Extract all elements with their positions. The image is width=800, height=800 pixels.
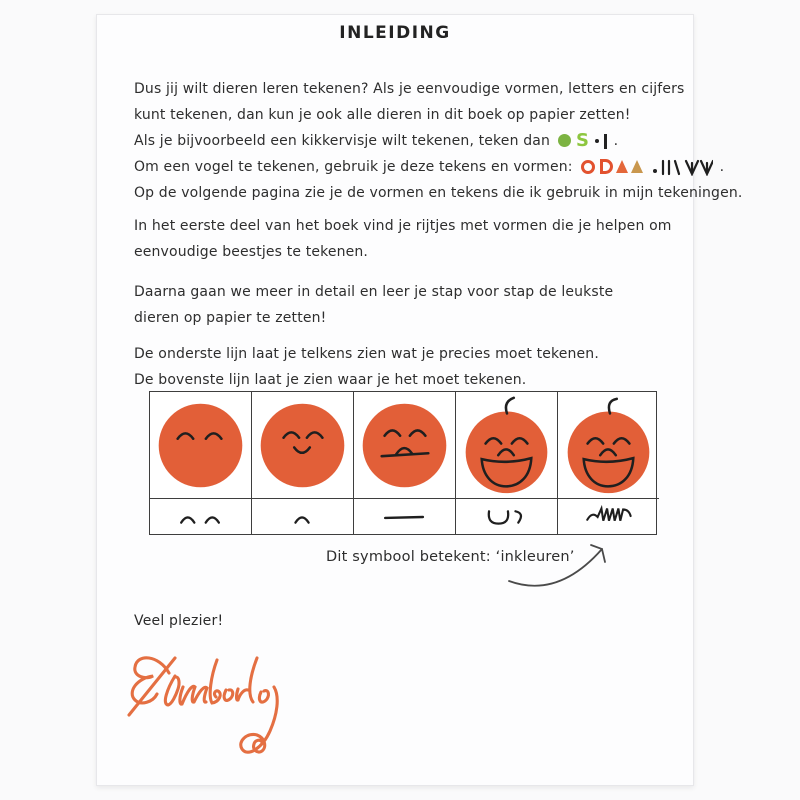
book-page (96, 14, 743, 786)
step-2-symbol-cell (252, 499, 354, 534)
mouth-line-symbol (354, 500, 455, 533)
step-2-face-cell (252, 392, 354, 499)
step-1-face-cell (150, 392, 252, 499)
step-4-symbol-cell (456, 499, 558, 534)
paragraph-rijtjes-line-2: eenvoudige beestjes te tekenen. (134, 244, 369, 260)
orange-triangle-icon (616, 160, 628, 173)
two-eye-arcs-symbol (150, 500, 251, 533)
intro-line-4-text: Om een vogel te tekenen, gebruik je deze tekens en vormen: (134, 159, 573, 175)
paragraph-detail-line-2: dieren op papier te zetten! (134, 310, 327, 326)
pumpkin-face-step-3 (354, 393, 455, 498)
step-4-face-cell (456, 392, 558, 499)
step-5-face-cell (558, 392, 659, 499)
intro-line-3 (134, 128, 742, 154)
nose-arc-symbol (252, 500, 353, 533)
step-3-symbol-cell (354, 499, 456, 534)
ed-emberley-signature (123, 647, 313, 771)
paragraph-lijnen-line-2: De bovenste lijn laat je zien waar je het moet tekenen. (134, 372, 527, 388)
paragraph-rijtjes-line-1: In het eerste deel van het boek vind je rijtjes met vormen die je helpen om (134, 218, 672, 234)
color-in-scribble-symbol (558, 500, 659, 533)
step-1-symbol-cell (150, 499, 252, 534)
tick-marks-and-bird-feet-icon (651, 158, 713, 176)
intro-line-2: kunt tekenen, dan kun je ook alle dieren in dit boek op papier zetten! (134, 107, 631, 123)
vertical-line-icon (604, 134, 607, 149)
step-5-symbol-cell (558, 499, 659, 534)
intro-line-3-text: Als je bijvoorbeeld een kikkervisje wilt tekenen, teken dan (134, 133, 550, 149)
pumpkin-face-step-2 (252, 393, 353, 498)
tan-triangle-icon (631, 160, 643, 173)
orange-d-icon (600, 159, 613, 174)
page-title: INLEIDING (339, 23, 451, 43)
pumpkin-face-step-5 (558, 393, 659, 498)
period: . (719, 159, 725, 175)
paragraph-rijtjes (134, 213, 672, 265)
step-3-face-cell (354, 392, 456, 499)
green-letter-s: S (576, 130, 590, 151)
intro-paragraph (134, 76, 742, 206)
green-dot-icon (558, 134, 571, 147)
small-dot-icon (595, 139, 599, 143)
pumpkin-face-step-4 (456, 393, 557, 498)
intro-line-5: Op de volgende pagina zie je de vormen en tekens die ik gebruik in mijn tekeningen. (134, 185, 743, 201)
period: . (613, 133, 619, 149)
orange-ring-icon (581, 160, 595, 174)
smile-and-stem-symbol (456, 500, 557, 533)
pumpkin-face-step-1 (150, 393, 251, 498)
paragraph-lijnen (134, 341, 599, 393)
paragraph-lijnen-line-1: De onderste lijn laat je telkens zien wat je precies moet tekenen. (134, 346, 599, 362)
drawing-steps-table (149, 391, 657, 535)
intro-line-1: Dus jij wilt dieren leren tekenen? Als je eenvoudige vormen, letters en cijfers (134, 81, 685, 97)
closing-text: Veel plezier! (134, 613, 224, 629)
paragraph-detail (134, 279, 613, 331)
paragraph-detail-line-1: Daarna gaan we meer in detail en leer je stap voor stap de leukste (134, 284, 614, 300)
intro-line-4 (134, 154, 742, 180)
inkleuren-caption: Dit symbool betekent: ‘inkleuren’ (326, 549, 575, 565)
curved-arrow-icon (506, 535, 616, 593)
